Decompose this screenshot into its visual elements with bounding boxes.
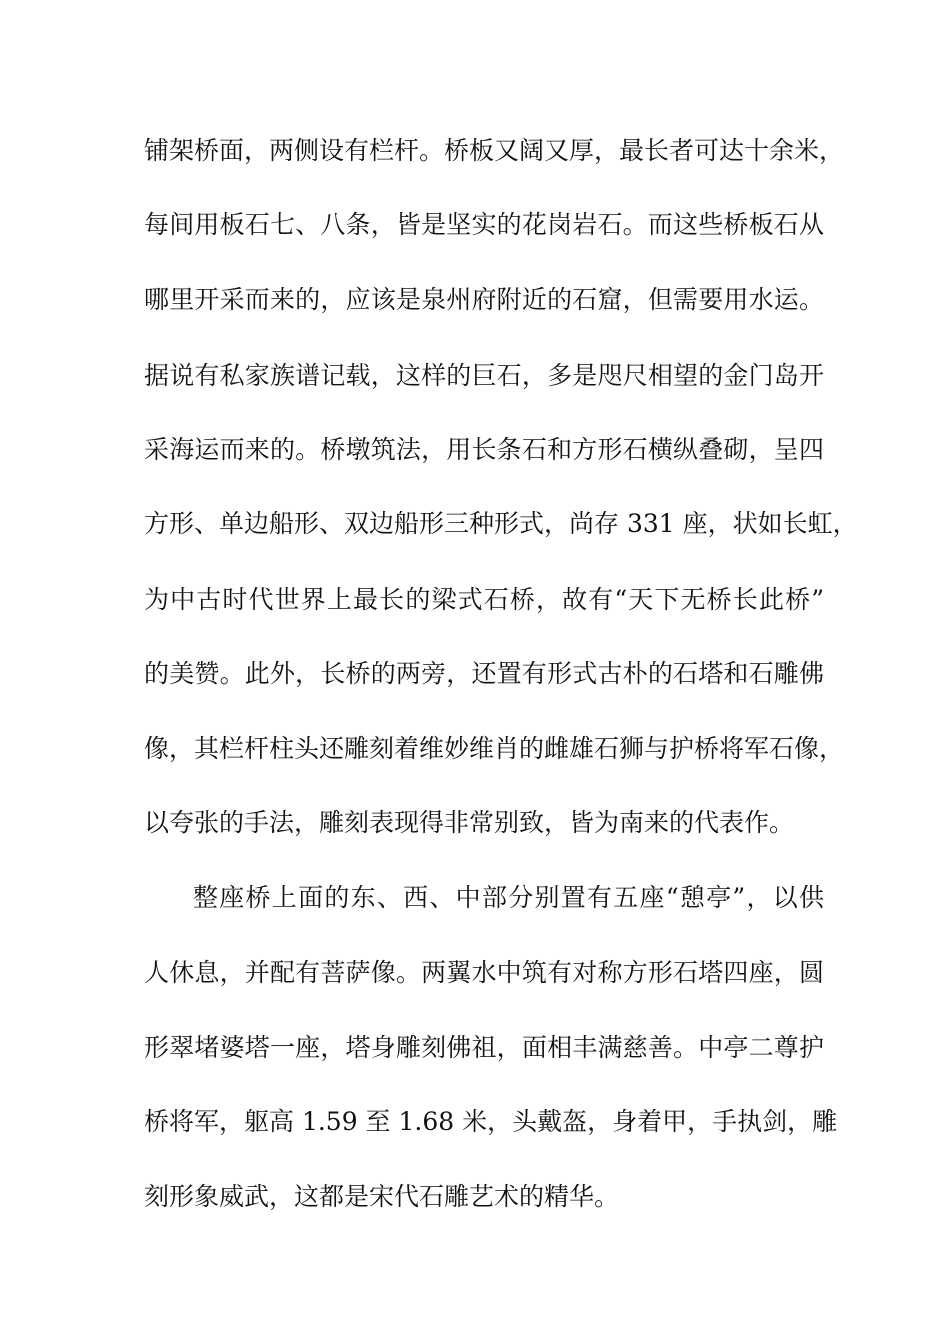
- paragraph-1-line-8: 的美赞。此外，长桥的两旁，还置有形式古朴的石塔和石雕佛: [144, 659, 824, 688]
- paragraph-1-line-2: 每间用板石七、八条，皆是坚实的花岗岩石。而这些桥板石从: [144, 210, 824, 239]
- paragraph-2-line-1: 整座桥上面的东、西、中部分别置有五座“憩亭”，以供: [193, 883, 824, 912]
- paragraph-2-line-5: 刻形象威武，这都是宋代石雕艺术的精华。: [144, 1182, 620, 1211]
- paragraph-1-line-1: 铺架桥面，两侧设有栏杆。桥板又阔又厚，最长者可达十余米，: [144, 136, 845, 165]
- paragraph-2-line-2: 人休息，并配有菩萨像。两翼水中筑有对称方形石塔四座，圆: [144, 958, 824, 987]
- paragraph-1-line-3: 哪里开采而来的，应该是泉州府附近的石窟，但需要用水运。: [144, 285, 824, 314]
- paragraph-1-line-10: 以夸张的手法，雕刻表现得非常别致，皆为南来的代表作。: [144, 808, 795, 837]
- paragraph-1-line-4: 据说有私家族谱记载，这样的巨石，多是咫尺相望的金门岛开: [144, 361, 824, 390]
- paragraph-2-line-4: 桥将军，躯高 1.59 至 1.68 米，头戴盔，身着甲，手执剑，雕: [144, 1107, 838, 1136]
- paragraph-1-line-6: 方形、单边船形、双边船形三种形式，尚存 331 座，状如长虹，: [144, 509, 858, 538]
- paragraph-2-line-3: 形翠堵婆塔一座，塔身雕刻佛祖，面相丰满慈善。中亭二尊护: [144, 1033, 824, 1062]
- paragraph-1-line-7: 为中古时代世界上最长的梁式石桥，故有“天下无桥长此桥”: [144, 585, 824, 614]
- paragraph-1-line-5: 采海运而来的。桥墩筑法，用长条石和方形石横纵叠砌，呈四: [144, 435, 824, 464]
- paragraph-1-line-9: 像，其栏杆柱头还雕刻着维妙维肖的雌雄石狮与护桥将军石像，: [144, 734, 845, 763]
